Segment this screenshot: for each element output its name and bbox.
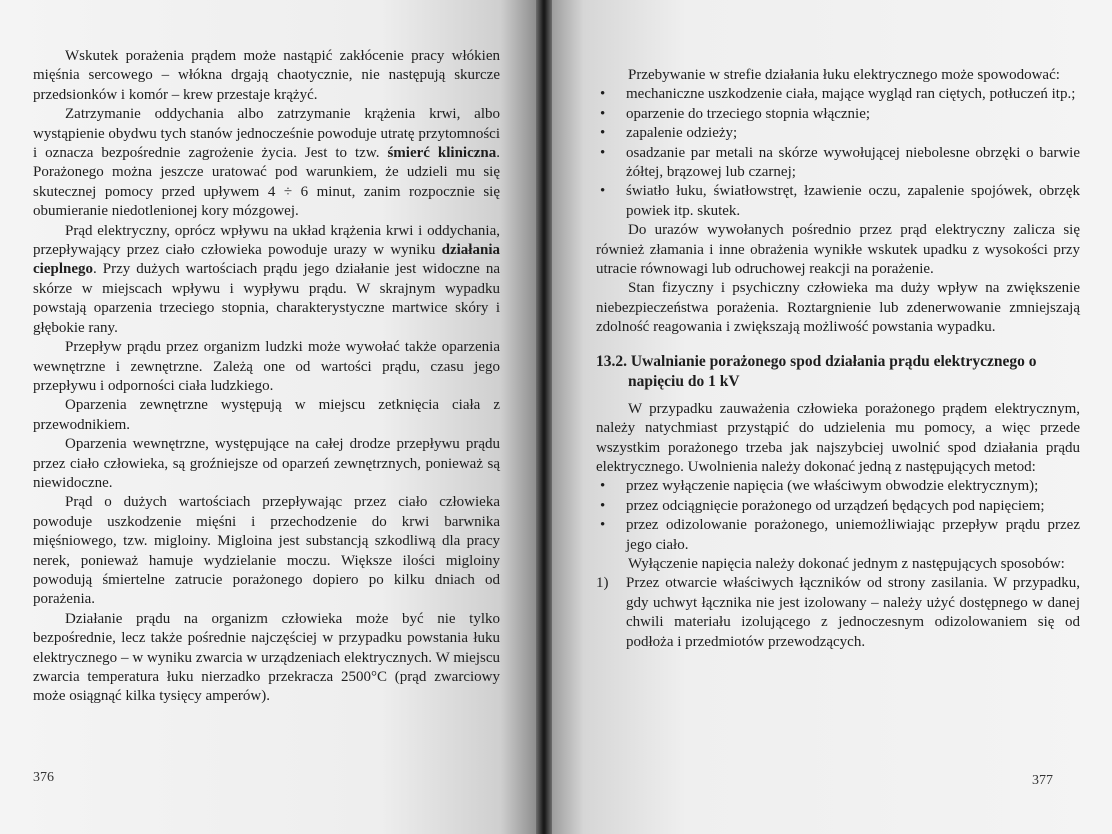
text-run: . Przy dużych wartościach prądu jego działanie jest widoczne na skórze w miejscach wpływu i wypływu prądu. W skrajnym wypadku powstają oparzenia trzeciego stopnia, charakterystyczne martwice skóry i głębokie rany. [33,261,500,336]
list-marker: 1) [596,575,609,592]
paragraph: Przepływ prądu przez organizm ludzki może wywołać także oparzenia wewnętrzne i zewnętrzne. Zależą one od wartości prądu, czasu jego przepływu i odporności ciała ludzkiego. [33,339,500,394]
paragraph: Oparzenia wewnętrzne, występujące na całej drodze przepływu prądu przez ciało człowieka, są groźniejsze od oparzeń zewnętrznych, ponieważ są niewidoczne. [33,436,500,491]
paragraph: Wyłączenie napięcia należy dokonać jednym z następujących sposobów: [628,555,1065,572]
paragraph: Prąd o dużych wartościach przepływając przez ciało człowieka powoduje uszkodzenie mięśni i przechodzenie do krwi barwnika mięśniowego, tzw. migloiny. Migloina jest substancją szkodliwą dla pracy nerek, ponieważ hamuje wydzielanie moczu. Większe ilości migloiny powodują śmiertelne zatrucie porażonego dopiero po kilku dniach od porażenia. [33,494,500,608]
list-item: • zapalenie odzieży; [596,124,1080,143]
list-item: • oparzenie do trzeciego stopnia włącznie; [596,105,1080,124]
paragraph: Stan fizyczny i psychiczny człowieka ma duży wpływ na zwiększenie niebezpieczeństwa porażenia. Roztargnienie lub zdenerwowanie zmniejszają zdolność reagowania i zwiększają możliwość powstania wypadku. [596,280,1080,336]
text-run: Zatrzymanie oddychania albo zatrzymanie krążenia krwi, albo wystąpienie obydwu tych stanów jednocześnie powoduje utratę przytomności i oznacza bezpośrednie zagrożenie życia. Jest to tzw. [33,106,500,162]
paragraph: Przebywanie w strefie działania łuku elektrycznego może spowodować: [628,67,1060,83]
page-number: 376 [33,770,54,785]
list-item: • osadzanie par metali na skórze wywołującej niebolesne obrzęki o barwie żółtej, brązowej lub czarnej; [596,144,1080,183]
bullet-list [596,85,1080,221]
list-item: • światło łuku, światłowstręt, łzawienie oczu, zapalenie spojówek, obrzęk powiek itp. skutek. [596,182,1080,221]
list-item: • przez odciągnięcie porażonego od urządzeń będących pod napięciem; [596,497,1080,516]
list-item: • przez odizolowanie porażonego, uniemożliwiając przepływ prądu przez jego ciało. [596,516,1080,555]
paragraph: Działanie prądu na organizm człowieka może być nie tylko bezpośrednie, lecz także pośrednie najczęściej w przypadku powstania łuku elektrycznego – w wyniku zwarcia w urządzeniach elektrycznych. W miejscu zwarcia temperatura łuku nierzadko przekracza 2500°C (prąd zwarciowy może osiągnąć kilka tysięcy amperów). [33,610,500,705]
left-page [0,0,544,834]
bullet-list [596,477,1080,555]
numbered-item [596,574,1080,652]
paragraph [33,222,500,338]
list-item: • przez wyłączenie napięcia (we właściwym obwodzie elektrycznym); [596,477,1080,496]
paragraph: Do urazów wywołanych pośrednio przez prąd elektryczny zalicza się również złamania i inne obrażenia wynikłe wskutek upadku z wysokości przy utracie równowagi lub odruchowej reakcji na porażenie. [596,222,1080,278]
list-item: • mechaniczne uszkodzenie ciała, mające wygląd ran ciętych, potłuczeń itp.; [596,85,1080,104]
left-text-column [33,47,500,707]
paragraph: Oparzenia zewnętrzne występują w miejscu zetknięcia ciała z przewodnikiem. [33,397,500,433]
numbered-list [596,574,1080,652]
bold-term: działania cieplnego [33,242,500,278]
text-run: . Porażonego można jeszcze uratować pod warunkiem, że udzieli mu się skutecznej pomocy przed upływem 4 ÷ 6 minut, zanim rozpocznie się obumieranie niedotlenionej kory mózgowej. [33,145,500,220]
text-run: Prąd elektryczny, oprócz wpływu na układ krążenia krwi i oddychania, przepływający przez ciało człowieka powoduje urazy w wyniku [33,222,500,259]
book-spine-shadow [536,0,552,834]
page-number: 377 [1032,773,1053,788]
right-page [544,0,1112,834]
paragraph: W przypadku zauważenia człowieka porażonego prądem elektrycznym, należy natychmiast przystąpić do udzielenia mu pomocy, a więc przede wszystkim porażonego trzeba jak najszybciej uwolnić spod działania prądu elektrycznego. Uwolnienia należy dokonać jedną z następujących metod: [596,400,1080,475]
paragraph: Wskutek porażenia prądem może nastąpić zakłócenie pracy włókien mięśnia sercowego – włókna drgają chaotycznie, nie następują skurcze przedsionków i komór – krew przestaje krążyć. [33,48,500,103]
section-heading: 13.2. Uwalnianie porażonego spod działania prądu elektrycznego o napięciu do 1 kV [596,352,1037,390]
right-text-column [596,66,1080,652]
bold-term: śmierć kliniczna [387,145,497,162]
list-item-text: Przez otwarcie właściwych łączników od strony zasilania. W przypadku, gdy uchwyt łącznika nie jest izolowany – należy użyć dostępnego w danej chwili materiału izolującego z jednoczesnym odizolowaniem się od podłoża i przedmiotów przewodzących. [626,575,1080,650]
paragraph [33,105,500,221]
